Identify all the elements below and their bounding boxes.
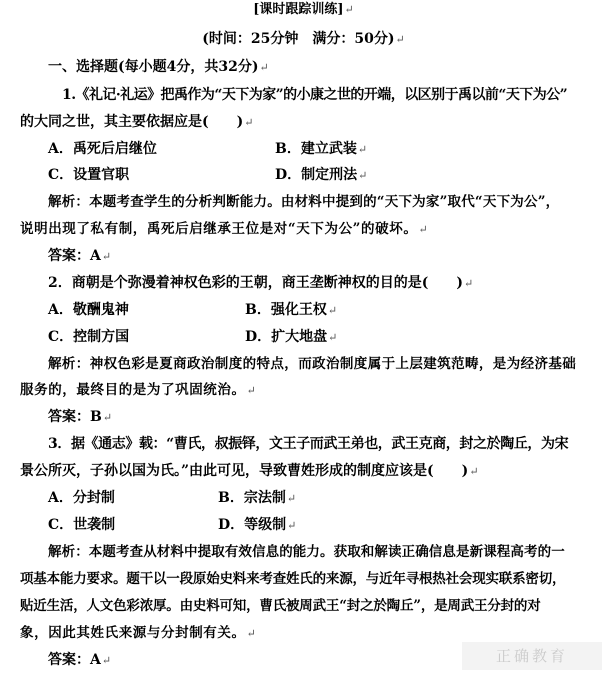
q2-stem: 2．商朝是个弥漫着神权色彩的王朝，商王垄断神权的目的是( )↵ (48, 275, 474, 291)
q3-stem-line1: 3．据《通志》载：“曹氏，叔振铎，文王子而武王弟也，武王克商，封之於陶丘，为宋 (48, 436, 569, 452)
q3-option-b: B．宗法制↵ (218, 490, 297, 506)
q1-option-b: B．建立武装↵ (275, 141, 368, 157)
q3-option-c: C．世袭制 (48, 517, 116, 533)
header-title: [课时跟踪训练]↵ (253, 2, 354, 17)
q3-option-a: A．分封制 (48, 490, 115, 506)
q1-answer: 答案：A↵ (48, 248, 112, 264)
q3-answer: 答案：A↵ (48, 652, 112, 668)
q3-analysis-line4: 象，因此其姓氏来源与分封制有关。↵ (20, 625, 257, 641)
q3-option-d: D．等级制↵ (218, 517, 297, 533)
q2-option-d: D．扩大地盘↵ (245, 329, 338, 345)
q2-option-c: C．控制方国 (48, 329, 130, 345)
q1-stem-line1: 1.《礼记·礼运》把禹作为“天下为家”的小康之世的开端，以区别于禹以前“天下为公” (62, 87, 568, 103)
watermark: 正确教育 (462, 642, 602, 670)
q2-analysis-line1: 解析：神权色彩是夏商政治制度的特点，而政治制度属于上层建筑范畴，是为经济基础 (48, 356, 577, 372)
q1-stem-line2: 的大同之世，其主要依据应是( )↵ (20, 114, 254, 130)
q2-analysis-line2: 服务的，最终目的是为了巩固统治。↵ (20, 382, 257, 398)
q2-answer: 答案：B↵ (48, 409, 113, 425)
q3-analysis-line2: 项基本能力要求。题干以一段原始史料来考查姓氏的来源，与近年寻根热社会现实联系密切， (20, 571, 566, 587)
section-title: 一、选择题(每小题4分，共32分)↵ (48, 59, 269, 75)
header-subtitle: (时间：25分钟 满分：50分)↵ (202, 31, 405, 47)
q3-analysis-line1: 解析：本题考查从材料中提取有效信息的能力。获取和解读正确信息是新课程高考的一 (48, 544, 565, 560)
q3-stem-line2: 景公所灭，子孙以国为氏。”由此可见，导致曹姓形成的制度应该是( )↵ (20, 463, 479, 479)
q2-option-a: A．敬酬鬼神 (48, 302, 129, 318)
q3-analysis-line3: 贴近生活，人文色彩浓厚。由史料可知，曹氏被周武王“封之於陶丘”，是周武王分封的对 (20, 598, 541, 614)
q2-option-b: B．强化王权↵ (245, 302, 338, 318)
q1-option-a: A．禹死后启继位 (48, 141, 157, 157)
q1-option-c: C．设置官职 (48, 167, 130, 183)
q1-analysis-line1: 解析：本题考查学生的分析判断能力。由材料中提到的“天下为家”取代“天下为公”， (48, 194, 560, 210)
q1-option-d: D．制定刑法↵ (275, 167, 368, 183)
q1-analysis-line2: 说明出现了私有制，禹死后启继承王位是对“天下为公”的破坏。↵ (20, 221, 429, 237)
